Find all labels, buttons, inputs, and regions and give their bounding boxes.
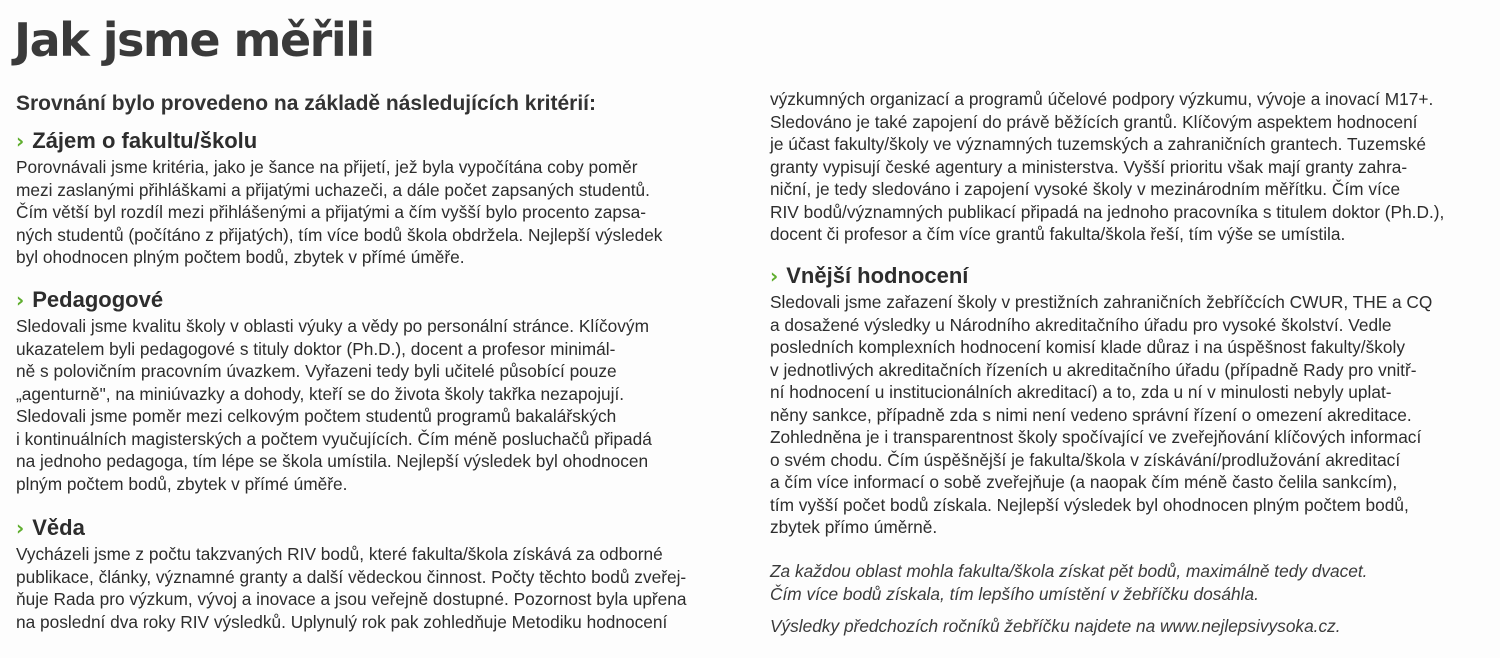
text-line: výzkumných organizací a programů účelové podpory výzkumu, vývoje a inovací M17+. bbox=[770, 89, 1434, 109]
chevron-right-icon: › bbox=[16, 288, 25, 312]
section-body-vnejsi bbox=[770, 291, 1432, 539]
text-line: zbytek přímo úměrně. bbox=[770, 517, 938, 537]
section-heading-veda bbox=[16, 514, 85, 542]
text-line: Sledovali jsme kvalitu školy v oblasti výuky a vědy po personální stránce. Klíčovým bbox=[16, 316, 649, 336]
text-line: RIV bodů/významných publikací připadá na jednoho pracovníka s titulem doktor (Ph.D.), bbox=[770, 201, 1445, 222]
scoring-note bbox=[770, 560, 1368, 605]
text-line: a dosažené výsledky u Národního akreditačního úřadu pro vysoké školství. Vedle bbox=[770, 314, 1392, 335]
section-heading-label: Vnější hodnocení bbox=[786, 263, 969, 288]
text-line: publikace, články, významné granty a další vědeckou činnost. Počty těchto bodů zveřej- bbox=[16, 566, 687, 587]
text-line: Sledováno je také zapojení do právě běžících grantů. Klíčovým aspektem hodnocení bbox=[770, 111, 1418, 132]
section-heading-label: Zájem o fakultu/školu bbox=[32, 128, 258, 153]
text-line: posledních komplexních hodnocení komisí klade důraz i na úspěšnost fakulty/školy bbox=[770, 337, 1405, 357]
text-line: Zohledněna je i transparentnost školy spočívající ve zveřejňování klíčových informací bbox=[770, 427, 1422, 447]
text-line: ukazatelem byli pedagogové s tituly doktor (Ph.D.), docent a profesor minimál- bbox=[16, 338, 616, 359]
section-body-veda-continued bbox=[770, 88, 1444, 246]
text-line: v jednotlivých akreditačních řízeních u akreditačního úřadu (případně Rady pro vnitř- bbox=[770, 359, 1417, 380]
text-line: ňuje Rada pro výzkum, vývoj a inovace a jsou veřejně dostupné. Pozornost byla upřena bbox=[16, 589, 687, 609]
section-heading-pedagogove bbox=[16, 286, 163, 314]
text-line: Sledovali jsme zařazení školy v prestižních zahraničních žebříčcích CWUR, THE a CQ bbox=[770, 292, 1433, 312]
text-line: niční, je tedy sledováno i zapojení vysoké školy v mezinárodním měřítku. Čím více bbox=[770, 179, 1401, 199]
text-line: docent či profesor a čím více grantů fakulta/škola řeší, tím výše se umístila. bbox=[770, 224, 1346, 244]
text-line: mezi zaslanými přihláškami a přijatými uchazeči, a dále počet zapsaných studentů. bbox=[16, 179, 650, 200]
text-line: Sledovali jsme poměr mezi celkovým počtem studentů programů bakalářských bbox=[16, 406, 617, 426]
section-heading-label: Pedagogové bbox=[32, 287, 164, 312]
text-line: Čím větší byl rozdíl mezi přihlášenými a přijatými a čím vyšší bylo procento zapsa- bbox=[16, 202, 647, 222]
text-line: o svém chodu. Čím úspěšnější je fakulta/škola v získávání/prodlužování akreditací bbox=[770, 449, 1401, 470]
text-line: ně s polovičním pracovním úvazkem. Vyřazeni tedy byli učitelé působící pouze bbox=[16, 361, 617, 381]
text-line: něny sankce, případně zda s nimi není vedeno správní řízení o omezení akreditace. bbox=[770, 404, 1412, 425]
chevron-right-icon: › bbox=[16, 516, 25, 540]
section-body-zajem bbox=[16, 156, 662, 269]
section-heading-label: Věda bbox=[32, 515, 85, 540]
text-line: granty vypisují české agentury a ministerstva. Vyšší prioritu však mají granty zahra- bbox=[770, 156, 1408, 177]
text-line: „agenturně", na miniúvazky a dohody, kteří se do života školy takřka nezapojují. bbox=[16, 383, 625, 404]
section-heading-zajem bbox=[16, 127, 257, 155]
footer-text: Výsledky předchozích ročníků žebříčku najdete na www.nejlepsivysoka.cz. bbox=[770, 616, 1341, 636]
text-line: Za každou oblast mohla fakulta/škola získat pět bodů, maximálně tedy dvacet. bbox=[770, 561, 1368, 581]
text-line: ní hodnocení u institucionálních akreditací) a to, zda u ní v minulosti nebyly uplat- bbox=[770, 382, 1392, 402]
chevron-right-icon: › bbox=[770, 264, 779, 288]
text-line: i kontinuálních magisterských a počtem vyučujících. Čím méně posluchačů připadá bbox=[16, 428, 652, 449]
chevron-right-icon: › bbox=[16, 129, 25, 153]
text-line: na jednoho pedagoga, tím lépe se škola umístila. Nejlepší výsledek byl ohodnocen bbox=[16, 451, 649, 471]
text-line: Porovnávali jsme kritéria, jako je šance na přijetí, jež byla vypočítána coby poměr bbox=[16, 157, 638, 177]
section-body-pedagogove bbox=[16, 315, 652, 495]
article-title: Jak jsme měřili bbox=[14, 13, 374, 67]
text-line: Vycházeli jsme z počtu takzvaných RIV bodů, které fakulta/škola získává za odborné bbox=[16, 544, 663, 564]
section-body-veda bbox=[16, 543, 687, 633]
text-line: je účast fakulty/školy ve významných tuzemských a zahraničních grantech. Tuzemské bbox=[770, 134, 1427, 154]
text-line: Čím více bodů získala, tím lepšího umístění v žebříčku dosáhla. bbox=[770, 583, 1259, 604]
text-line: a čím více informací o sobě zveřejňuje (a naopak čím méně často čelila sankcím), bbox=[770, 472, 1398, 492]
text-line: plným počtem bodů, zbytek v přímé úměře. bbox=[16, 473, 348, 494]
footer-note bbox=[770, 615, 1341, 638]
section-heading-vnejsi bbox=[770, 262, 968, 290]
text-line: byl ohodnocen plným počtem bodů, zbytek v přímé úměře. bbox=[16, 247, 465, 267]
intro-heading: Srovnání bylo provedeno na základě následujících kritérií: bbox=[16, 92, 597, 115]
text-line: ných studentů (počítáno z přijatých), tím více bodů škola obdržela. Nejlepší výsledek bbox=[16, 224, 663, 245]
text-line: na poslední dva roky RIV výsledků. Uplynulý rok pak zohledňuje Metodiku hodnocení bbox=[16, 611, 668, 632]
text-line: tím vyšší počet bodů získala. Nejlepší výsledek byl ohodnocen plným počtem bodů, bbox=[770, 494, 1409, 515]
